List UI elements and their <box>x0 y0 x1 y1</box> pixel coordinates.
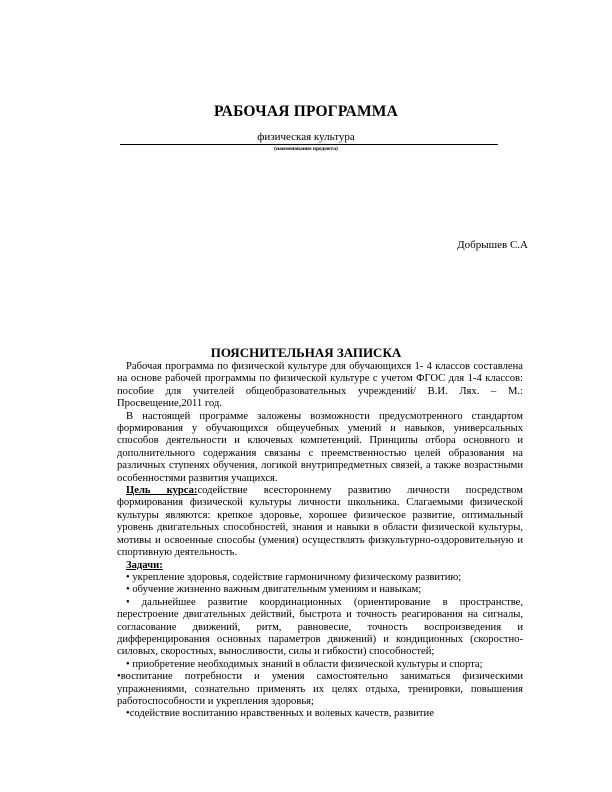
author-name: Добрышев С.А <box>457 239 528 251</box>
task-item: • обучение жизненно важным двигательным умениям и навыкам; <box>126 584 422 596</box>
task-item: •воспитание потребности и умения самостоятельно заниматься физическими упражнениями, сознательно применять их целях отдыха, тренировки, повышения работоспособности и укрепления здоровья; <box>117 671 523 707</box>
section-title: ПОЯСНИТЕЛЬНАЯ ЗАПИСКА <box>210 345 402 360</box>
paragraph-program-principles: В настоящей программе заложены возможности предусмотренного стандартом формирования у обучающихся общеучебных умений и навыков, универсальных способов деятельности и ключевых компетенций. Принципы отбора основного и дополнительного содержания связаны с преемственностью целей образования на различных ступенях обучения, логикой внутрипредметных связей, а также возрастными особенностями развития учащихся. <box>117 410 523 484</box>
tasks-label: Задачи: <box>126 559 163 571</box>
tasks-heading <box>117 560 523 572</box>
paragraph-course-goal <box>117 485 523 559</box>
paragraph-program-basis: Рабочая программа по физической культуре для обучающихся 1- 4 классов составлена на основе рабочей программы по физической культуре с учетом ФГОС для 1-4 классов: пособие для учителей общеобразовательных учреждений/ В.И. Лях. – М.: Просвещение,2011 год. <box>117 361 523 410</box>
document-body <box>117 361 523 721</box>
task-item: • приобретение необходимых знаний в области физической культуры и спорта; <box>126 658 483 670</box>
subject-caption: (наименование предмета) <box>274 146 338 152</box>
goal-label: Цель курса: <box>126 485 198 497</box>
task-item: •содействие воспитанию нравственных и волевых качеств, развитие <box>126 708 434 720</box>
subject-underline <box>120 144 498 145</box>
subject-name: физическая культура <box>257 131 355 143</box>
task-item: • дальнейшее развитие координационных (ориентирование в пространстве, перестроение двигательных действий, быстрота и точность реагирования на сигналы, согласование движений, ритм, равновесие, точность воспроизведения и дифференцирования основных параметров движений) и кондиционных (скоростно-силовых, скоростных, выносливости, силы и гибкости) способностей; <box>117 596 523 658</box>
goal-text: содействие всестороннему развитию личности посредством формирования физической культуры личности школьника. Слагаемыми физической культуры являются: крепкое здоровье, хорошее физическое развитие, оптимальный уровень двигательных способностей, знания и навыки в области физической культуры, мотивы и освоенные способы (умения) осуществлять физкультурно-оздоровительную и спортивную деятельность. <box>117 485 523 559</box>
task-item: • укрепление здоровья, содействие гармоничному физическому развитию; <box>126 571 462 583</box>
document-title: РАБОЧАЯ ПРОГРАММА <box>213 103 398 120</box>
